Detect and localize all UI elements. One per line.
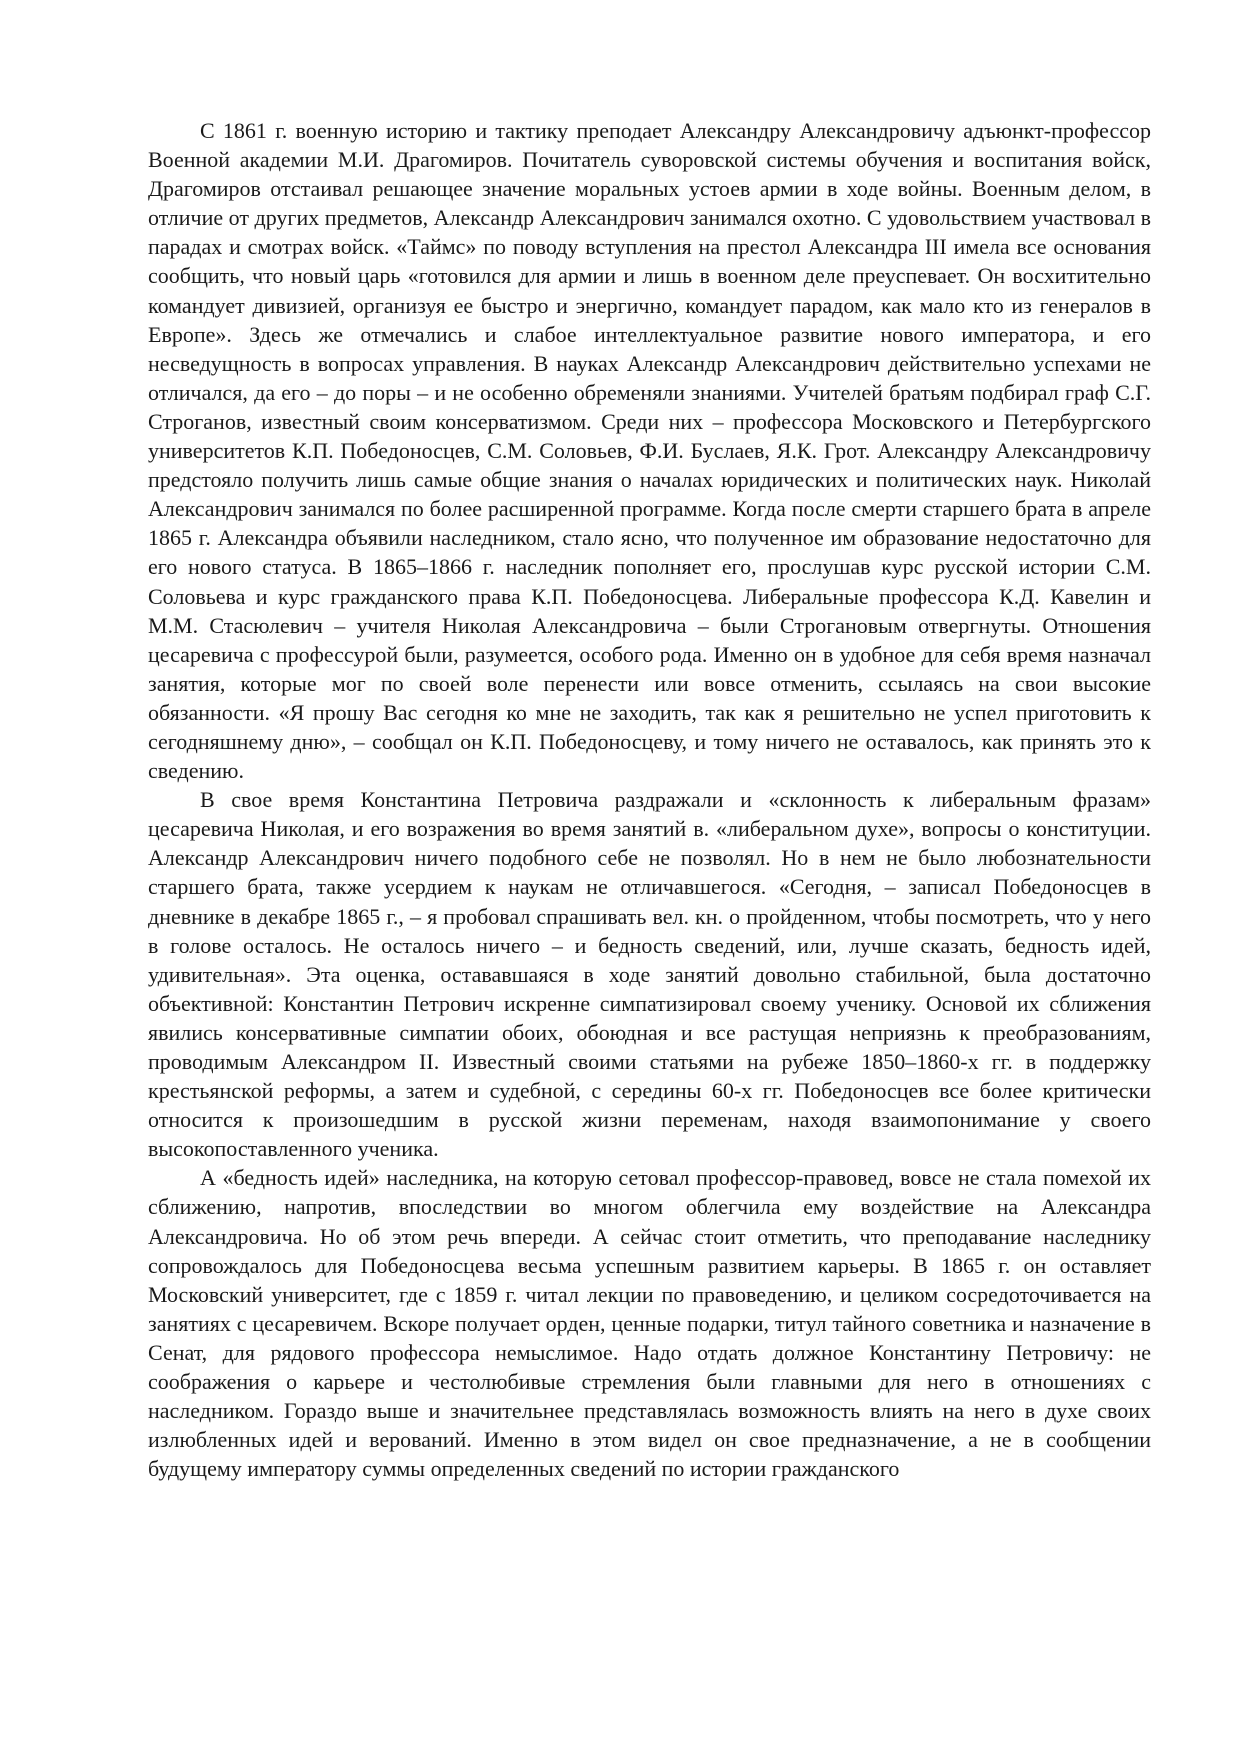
document-page [148, 116, 1151, 1483]
paragraph-2: В свое время Константина Петровича раздражали и «склонность к либеральным фразам» цесаревича Николая, и его возражения во время занятий в. «либеральном духе», вопросы о конституции. Александр Александрович ничего подобного себе не позволял. Но в нем не было любознательности старшего брата, также усердием к наукам не отличавшегося. «Сегодня, – записал Победоносцев в дневнике в декабре 1865 г., – я пробовал спрашивать вел. кн. о пройденном, чтобы посмотреть, что у него в голове осталось. Не осталось ничего – и бедность сведений, или, лучше сказать, бедность идей, удивительная». Эта оценка, остававшаяся в ходе занятий довольно стабильной, была достаточно объективной: Константин Петрович искренне симпатизировал своему ученику. Основой их сближения явились консервативные симпатии обоих, обоюдная и все растущая неприязнь к преобразованиям, проводимым Александром II. Известный своими статьями на рубеже 1850–1860-х гг. в поддержку крестьянской реформы, а затем и судебной, с середины 60-х гг. Победоносцев все более критически относится к произошедшим в русской жизни переменам, находя взаимопонимание у своего высокопоставленного ученика. [148, 787, 1151, 1162]
paragraph-3: А «бедность идей» наследника, на которую сетовал профессор-правовед, вовсе не стала помехой их сближению, напротив, впоследствии во многом облегчила ему воздействие на Александра Александровича. Но об этом речь впереди. А сейчас стоит отметить, что преподавание наследнику сопровождалось для Победоносцева весьма успешным развитием карьеры. В 1865 г. он оставляет Московский университет, где с 1859 г. читал лекции по правоведению, и целиком сосредоточивается на занятиях с цесаревичем. Вскоре получает орден, ценные подарки, титул тайного советника и назначение в Сенат, для рядового профессора немыслимое. Надо отдать должное Константину Петровичу: не соображения о карьере и честолюбивые стремления были главными для него в отношениях с наследником. Гораздо выше и значительнее представлялась возможность влиять на него в духе своих излюбленных идей и верований. Именно в этом видел он свое предназначение, а не в сообщении будущему императору суммы определенных сведений по истории гражданского [148, 1165, 1151, 1482]
paragraph-1: С 1861 г. военную историю и тактику преподает Александру Александровичу адъюнкт-профессор Военной академии М.И. Драгомиров. Почитатель суворовской системы обучения и воспитания войск, Драгомиров отстаивал решающее значение моральных устоев армии в ходе войны. Военным делом, в отличие от других предметов, Александр Александрович занимался охотно. С удовольствием участвовал в парадах и смотрах войск. «Таймс» по поводу вступления на престол Александра III имела все основания сообщить, что новый царь «готовился для армии и лишь в военном деле преуспевает. Он восхитительно командует дивизией, организуя ее быстро и энергично, командует парадом, как мало кто из генералов в Европе». Здесь же отмечались и слабое интеллектуальное развитие нового императора, и его несведущность в вопросах управления. В науках Александр Александрович действительно успехами не отличался, да его – до поры – и не особенно обременяли знаниями. Учителей братьям подбирал граф С.Г. Строганов, известный своим консерватизмом. Среди них – профессора Московского и Петербургского университетов К.П. Победоносцев, С.М. Соловьев, Ф.И. Буслаев, Я.К. Грот. Александру Александровичу предстояло получить лишь самые общие знания о началах юридических и политических наук. Николай Александрович занимался по более расширенной программе. Когда после смерти старшего брата в апреле 1865 г. Александра объявили наследником, стало ясно, что полученное им образование недостаточно для его нового статуса. В 1865–1866 г. наследник пополняет его, прослушав курс русской истории С.М. Соловьева и курс гражданского права К.П. Победоносцева. Либеральные профессора К.Д. Кавелин и М.М. Стасюлевич – учителя Николая Александровича – были Строгановым отвергнуты. Отношения цесаревича с профессурой были, разумеется, особого рода. Именно он в удобное для себя время назначал занятия, которые мог по своей воле перенести или вовсе отменить, ссылаясь на свои высокие обязанности. «Я прошу Вас сегодня ко мне не заходить, так как я решительно не успел приготовить к сегодняшнему дню», – сообщал он К.П. Победоносцеву, и тому ничего не оставалось, как принять это к сведению. [148, 118, 1151, 784]
